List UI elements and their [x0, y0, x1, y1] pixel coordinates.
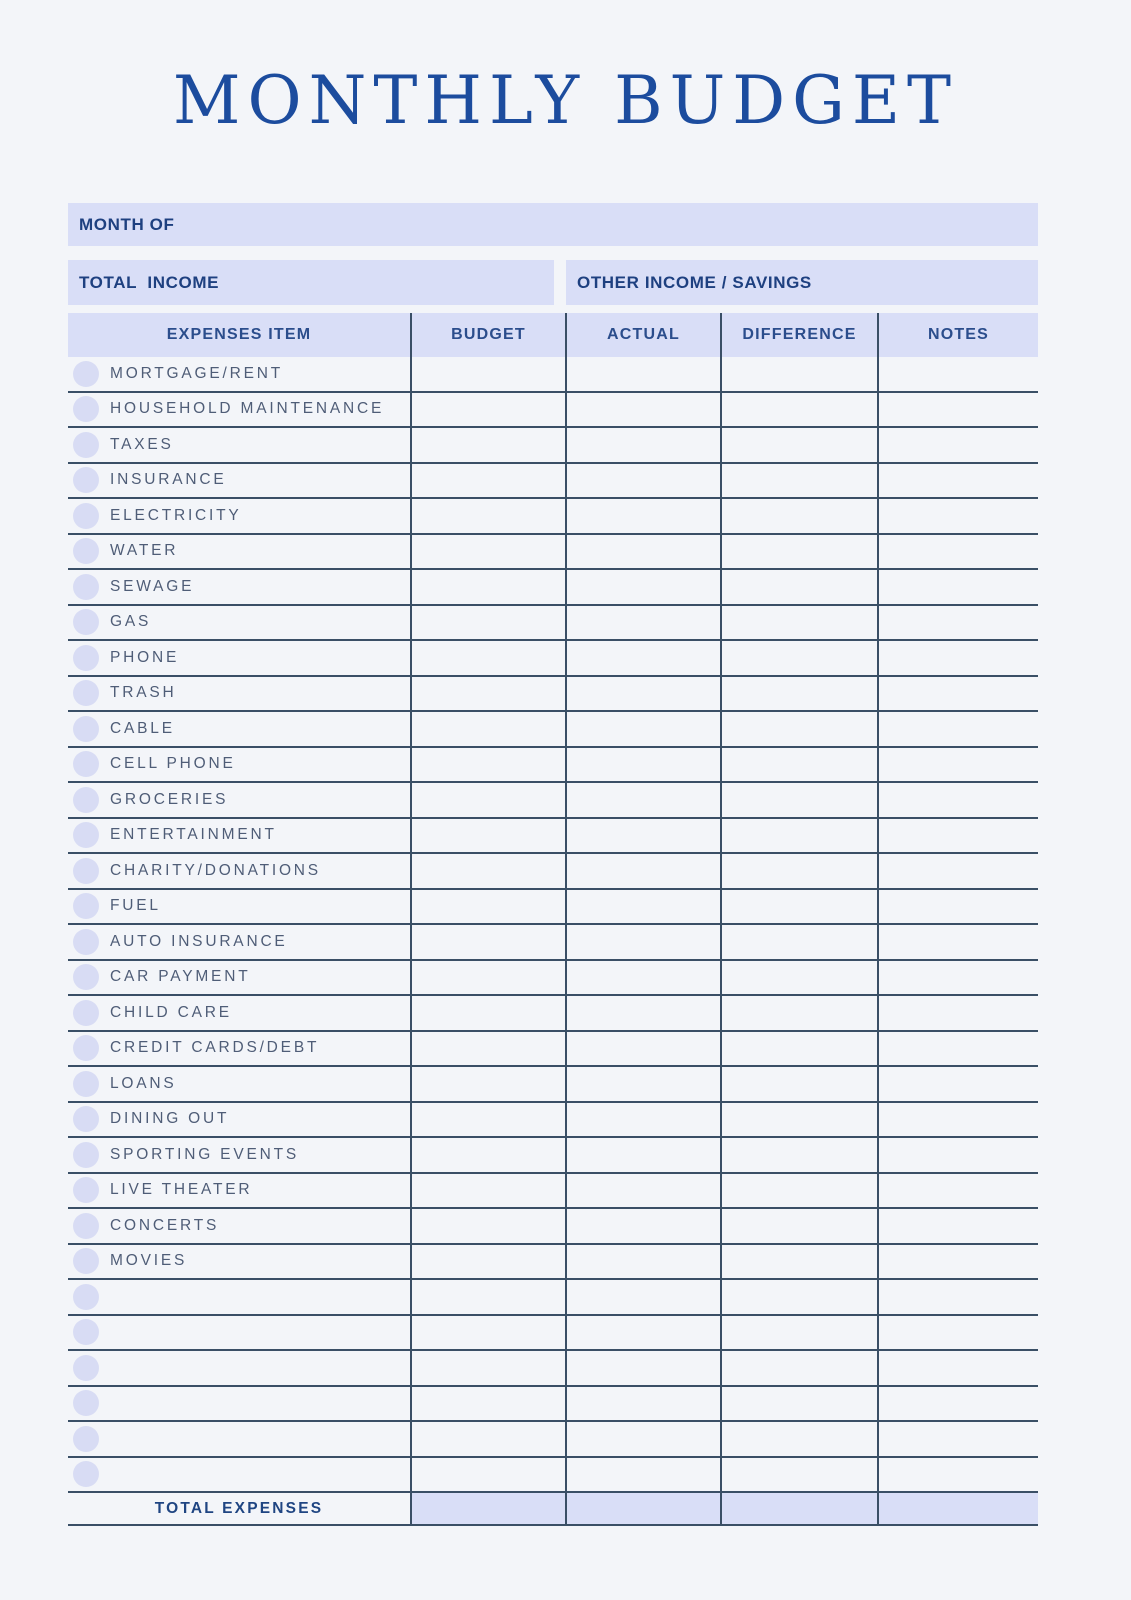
difference-cell[interactable]	[720, 783, 877, 817]
bullet-icon	[73, 1461, 99, 1487]
actual-cell[interactable]	[565, 854, 720, 888]
budget-cell[interactable]	[410, 748, 565, 782]
budget-cell[interactable]	[410, 854, 565, 888]
actual-cell[interactable]	[565, 1422, 720, 1456]
budget-cell[interactable]	[410, 641, 565, 675]
expense-item-cell	[68, 712, 410, 746]
table-row	[68, 819, 1038, 855]
expense-item-label: CELL PHONE	[110, 755, 236, 773]
notes-cell[interactable]	[877, 1138, 1038, 1172]
budget-cell[interactable]	[410, 1209, 565, 1243]
actual-cell[interactable]	[565, 996, 720, 1030]
budget-cell[interactable]	[410, 1138, 565, 1172]
budget-cell[interactable]	[410, 1280, 565, 1314]
notes-cell[interactable]	[877, 748, 1038, 782]
expense-item-cell[interactable]	[68, 1422, 410, 1456]
other-income-savings-field[interactable]	[566, 260, 1038, 305]
table-row	[68, 1174, 1038, 1210]
actual-cell[interactable]	[565, 1174, 720, 1208]
budget-cell[interactable]	[410, 570, 565, 604]
expense-item-cell	[68, 393, 410, 427]
notes-cell[interactable]	[877, 1458, 1038, 1492]
expense-item-label: ENTERTAINMENT	[110, 826, 277, 844]
expense-item-cell	[68, 1067, 410, 1101]
actual-cell[interactable]	[565, 890, 720, 924]
budget-cell[interactable]	[410, 819, 565, 853]
bullet-icon	[73, 1284, 99, 1310]
table-row	[68, 677, 1038, 713]
bullet-icon	[73, 1390, 99, 1416]
expense-item-cell	[68, 961, 410, 995]
table-row	[68, 783, 1038, 819]
expense-item-cell	[68, 1103, 410, 1137]
actual-cell[interactable]	[565, 961, 720, 995]
notes-cell[interactable]	[877, 1422, 1038, 1456]
notes-cell[interactable]	[877, 961, 1038, 995]
expense-item-label: CHILD CARE	[110, 1003, 232, 1021]
actual-cell[interactable]	[565, 748, 720, 782]
difference-cell[interactable]	[720, 1422, 877, 1456]
budget-cell[interactable]	[410, 1174, 565, 1208]
bullet-icon	[73, 432, 99, 458]
notes-cell[interactable]	[877, 606, 1038, 640]
expense-item-cell	[68, 1209, 410, 1243]
table-row	[68, 464, 1038, 500]
table-row	[68, 1245, 1038, 1281]
expense-item-label: TRASH	[110, 684, 177, 702]
bullet-icon	[73, 822, 99, 848]
total-notes-cell[interactable]	[877, 1493, 1038, 1524]
bullet-icon	[73, 1142, 99, 1168]
difference-cell[interactable]	[720, 854, 877, 888]
notes-cell[interactable]	[877, 499, 1038, 533]
total-expenses-label-cell	[68, 1493, 410, 1524]
difference-cell[interactable]	[720, 464, 877, 498]
table-row-empty	[68, 1387, 1038, 1423]
bullet-icon	[73, 929, 99, 955]
notes-cell[interactable]	[877, 1387, 1038, 1421]
budget-cell[interactable]	[410, 996, 565, 1030]
expense-item-cell	[68, 606, 410, 640]
difference-cell[interactable]	[720, 890, 877, 924]
difference-cell[interactable]	[720, 1103, 877, 1137]
budget-cell[interactable]	[410, 1103, 565, 1137]
notes-cell[interactable]	[877, 464, 1038, 498]
actual-cell[interactable]	[565, 1245, 720, 1279]
actual-cell[interactable]	[565, 570, 720, 604]
expense-item-label: LIVE THEATER	[110, 1181, 253, 1199]
difference-cell[interactable]	[720, 428, 877, 462]
expense-item-cell	[68, 854, 410, 888]
total-expenses-label: TOTAL EXPENSES	[154, 1499, 324, 1517]
difference-cell[interactable]	[720, 606, 877, 640]
difference-cell[interactable]	[720, 499, 877, 533]
expense-item-cell	[68, 570, 410, 604]
bullet-icon	[73, 1035, 99, 1061]
actual-cell[interactable]	[565, 1138, 720, 1172]
notes-cell[interactable]	[877, 393, 1038, 427]
budget-cell[interactable]	[410, 1422, 565, 1456]
table-body	[68, 357, 1038, 1493]
budget-cell[interactable]	[410, 499, 565, 533]
table-row	[68, 1103, 1038, 1139]
actual-cell[interactable]	[565, 1280, 720, 1314]
table-row	[68, 712, 1038, 748]
actual-cell[interactable]	[565, 535, 720, 569]
budget-cell[interactable]	[410, 712, 565, 746]
difference-cell[interactable]	[720, 1174, 877, 1208]
bullet-icon	[73, 361, 99, 387]
table-row-empty	[68, 1458, 1038, 1494]
table-row	[68, 357, 1038, 393]
table-row	[68, 606, 1038, 642]
table-row	[68, 641, 1038, 677]
bullet-icon	[73, 1177, 99, 1203]
table-row	[68, 1067, 1038, 1103]
difference-cell[interactable]	[720, 570, 877, 604]
expense-item-label: TAXES	[110, 435, 174, 453]
table-header-row	[68, 313, 1038, 357]
expense-item-label: MORTGAGE/RENT	[110, 364, 284, 382]
notes-cell[interactable]	[877, 925, 1038, 959]
difference-cell[interactable]	[720, 535, 877, 569]
table-row	[68, 570, 1038, 606]
difference-cell[interactable]	[720, 357, 877, 391]
table-row	[68, 748, 1038, 784]
table-row	[68, 1032, 1038, 1068]
actual-cell[interactable]	[565, 1387, 720, 1421]
budget-cell[interactable]	[410, 1351, 565, 1385]
table-row	[68, 854, 1038, 890]
table-row-empty	[68, 1422, 1038, 1458]
header-expenses-item: EXPENSES ITEM	[166, 326, 312, 343]
notes-cell[interactable]	[877, 854, 1038, 888]
expense-item-label: CREDIT CARDS/DEBT	[110, 1039, 320, 1057]
notes-cell[interactable]	[877, 1280, 1038, 1314]
difference-cell[interactable]	[720, 996, 877, 1030]
expense-item-cell	[68, 499, 410, 533]
difference-cell[interactable]	[720, 925, 877, 959]
expense-item-label: SPORTING EVENTS	[110, 1145, 299, 1163]
actual-cell[interactable]	[565, 464, 720, 498]
actual-cell[interactable]	[565, 925, 720, 959]
header-notes: NOTES	[877, 313, 1038, 357]
expense-item-label: CAR PAYMENT	[110, 968, 251, 986]
budget-cell[interactable]	[410, 535, 565, 569]
difference-cell[interactable]	[720, 1316, 877, 1350]
budget-cell[interactable]	[410, 1387, 565, 1421]
expense-item-label: DINING OUT	[110, 1110, 230, 1128]
actual-cell[interactable]	[565, 1067, 720, 1101]
notes-cell[interactable]	[877, 570, 1038, 604]
actual-cell[interactable]	[565, 1351, 720, 1385]
budget-cell[interactable]	[410, 1245, 565, 1279]
table-row-empty	[68, 1351, 1038, 1387]
difference-cell[interactable]	[720, 1032, 877, 1066]
bullet-icon	[73, 680, 99, 706]
expense-item-cell[interactable]	[68, 1280, 410, 1314]
expense-item-cell	[68, 890, 410, 924]
expense-item-label: SEWAGE	[110, 577, 195, 595]
expense-item-cell	[68, 428, 410, 462]
expense-item-cell	[68, 464, 410, 498]
expense-item-label: MOVIES	[110, 1252, 188, 1270]
bullet-icon	[73, 645, 99, 671]
table-row	[68, 996, 1038, 1032]
bullet-icon	[73, 1248, 99, 1274]
other-income-savings-label: OTHER INCOME / SAVINGS	[577, 272, 812, 292]
difference-cell[interactable]	[720, 1351, 877, 1385]
budget-cell[interactable]	[410, 357, 565, 391]
actual-cell[interactable]	[565, 819, 720, 853]
actual-cell[interactable]	[565, 677, 720, 711]
header-difference: DIFFERENCE	[720, 313, 877, 357]
bullet-icon	[73, 503, 99, 529]
notes-cell[interactable]	[877, 783, 1038, 817]
budget-cell[interactable]	[410, 961, 565, 995]
notes-cell[interactable]	[877, 1067, 1038, 1101]
budget-cell[interactable]	[410, 1067, 565, 1101]
expense-item-label: CONCERTS	[110, 1216, 220, 1234]
bullet-icon	[73, 538, 99, 564]
bullet-icon	[73, 396, 99, 422]
budget-cell[interactable]	[410, 1032, 565, 1066]
bullet-icon	[73, 893, 99, 919]
bullet-icon	[73, 751, 99, 777]
difference-cell[interactable]	[720, 1209, 877, 1243]
total-income-field[interactable]	[68, 260, 554, 305]
notes-cell[interactable]	[877, 428, 1038, 462]
table-row	[68, 890, 1038, 926]
expense-item-cell	[68, 357, 410, 391]
actual-cell[interactable]	[565, 641, 720, 675]
budget-cell[interactable]	[410, 464, 565, 498]
expense-item-label: GROCERIES	[110, 790, 229, 808]
actual-cell[interactable]	[565, 1458, 720, 1492]
page-title: MONTHLY BUDGET	[172, 62, 959, 139]
difference-cell[interactable]	[720, 712, 877, 746]
header-budget: BUDGET	[410, 313, 565, 357]
notes-cell[interactable]	[877, 819, 1038, 853]
expense-item-label: CABLE	[110, 719, 175, 737]
expense-item-cell[interactable]	[68, 1351, 410, 1385]
notes-cell[interactable]	[877, 1245, 1038, 1279]
expense-item-label: CHARITY/DONATIONS	[110, 861, 321, 879]
notes-cell[interactable]	[877, 1032, 1038, 1066]
expense-item-cell	[68, 1138, 410, 1172]
actual-cell[interactable]	[565, 499, 720, 533]
actual-cell[interactable]	[565, 1209, 720, 1243]
expense-item-cell	[68, 783, 410, 817]
table-row-empty	[68, 1316, 1038, 1352]
difference-cell[interactable]	[720, 393, 877, 427]
expense-item-label: WATER	[110, 542, 179, 560]
budget-cell[interactable]	[410, 428, 565, 462]
table-row	[68, 428, 1038, 464]
actual-cell[interactable]	[565, 393, 720, 427]
budget-cell[interactable]	[410, 393, 565, 427]
total-actual-cell[interactable]	[565, 1493, 720, 1524]
notes-cell[interactable]	[877, 890, 1038, 924]
budget-cell[interactable]	[410, 1316, 565, 1350]
expense-item-label: INSURANCE	[110, 471, 227, 489]
table-row-empty	[68, 1280, 1038, 1316]
expense-item-cell[interactable]	[68, 1387, 410, 1421]
difference-cell[interactable]	[720, 819, 877, 853]
bullet-icon	[73, 1319, 99, 1345]
actual-cell[interactable]	[565, 606, 720, 640]
notes-cell[interactable]	[877, 712, 1038, 746]
expense-item-label: GAS	[110, 613, 152, 631]
expense-item-cell	[68, 748, 410, 782]
expenses-table	[68, 313, 1038, 1526]
expense-item-cell[interactable]	[68, 1316, 410, 1350]
actual-cell[interactable]	[565, 712, 720, 746]
expense-item-cell[interactable]	[68, 1458, 410, 1492]
notes-cell[interactable]	[877, 1174, 1038, 1208]
actual-cell[interactable]	[565, 783, 720, 817]
month-of-label: MONTH OF	[79, 214, 175, 234]
bullet-icon	[73, 858, 99, 884]
actual-cell[interactable]	[565, 1032, 720, 1066]
expense-item-label: ELECTRICITY	[110, 506, 242, 524]
expense-item-label: FUEL	[110, 897, 161, 915]
table-row	[68, 925, 1038, 961]
expense-item-cell	[68, 535, 410, 569]
budget-cell[interactable]	[410, 606, 565, 640]
expense-item-label: AUTO INSURANCE	[110, 932, 288, 950]
budget-cell[interactable]	[410, 925, 565, 959]
expense-item-label: HOUSEHOLD MAINTENANCE	[110, 400, 385, 418]
notes-cell[interactable]	[877, 1103, 1038, 1137]
bullet-icon	[73, 467, 99, 493]
difference-cell[interactable]	[720, 1245, 877, 1279]
difference-cell[interactable]	[720, 1280, 877, 1314]
expense-item-cell	[68, 641, 410, 675]
expense-item-cell	[68, 1174, 410, 1208]
expense-item-cell	[68, 1245, 410, 1279]
difference-cell[interactable]	[720, 1458, 877, 1492]
difference-cell[interactable]	[720, 961, 877, 995]
notes-cell[interactable]	[877, 641, 1038, 675]
expense-item-label: LOANS	[110, 1074, 177, 1092]
difference-cell[interactable]	[720, 1387, 877, 1421]
bullet-icon	[73, 609, 99, 635]
table-row	[68, 535, 1038, 571]
difference-cell[interactable]	[720, 1067, 877, 1101]
expense-item-cell	[68, 819, 410, 853]
notes-cell[interactable]	[877, 1316, 1038, 1350]
notes-cell[interactable]	[877, 1351, 1038, 1385]
bullet-icon	[73, 1355, 99, 1381]
table-row	[68, 1138, 1038, 1174]
expense-item-cell	[68, 996, 410, 1030]
total-income-label: TOTAL INCOME	[79, 272, 220, 292]
expense-item-cell	[68, 925, 410, 959]
notes-cell[interactable]	[877, 357, 1038, 391]
difference-cell[interactable]	[720, 1138, 877, 1172]
expense-item-cell	[68, 1032, 410, 1066]
bullet-icon	[73, 1426, 99, 1452]
budget-cell[interactable]	[410, 890, 565, 924]
difference-cell[interactable]	[720, 677, 877, 711]
budget-cell[interactable]	[410, 677, 565, 711]
month-of-field[interactable]	[68, 203, 1038, 246]
total-budget-cell[interactable]	[410, 1493, 565, 1524]
expense-item-cell	[68, 677, 410, 711]
actual-cell[interactable]	[565, 1103, 720, 1137]
expense-item-label: PHONE	[110, 648, 180, 666]
budget-cell[interactable]	[410, 1458, 565, 1492]
header-actual: ACTUAL	[565, 313, 720, 357]
actual-cell[interactable]	[565, 1316, 720, 1350]
bullet-icon	[73, 1071, 99, 1097]
table-row	[68, 961, 1038, 997]
bullet-icon	[73, 787, 99, 813]
difference-cell[interactable]	[720, 748, 877, 782]
notes-cell[interactable]	[877, 535, 1038, 569]
budget-cell[interactable]	[410, 783, 565, 817]
notes-cell[interactable]	[877, 996, 1038, 1030]
difference-cell[interactable]	[720, 641, 877, 675]
bullet-icon	[73, 1213, 99, 1239]
table-row	[68, 393, 1038, 429]
notes-cell[interactable]	[877, 677, 1038, 711]
bullet-icon	[73, 716, 99, 742]
table-row	[68, 1209, 1038, 1245]
bullet-icon	[73, 1106, 99, 1132]
bullet-icon	[73, 1000, 99, 1026]
bullet-icon	[73, 964, 99, 990]
notes-cell[interactable]	[877, 1209, 1038, 1243]
table-row	[68, 499, 1038, 535]
bullet-icon	[73, 574, 99, 600]
total-expenses-row	[68, 1493, 1038, 1526]
actual-cell[interactable]	[565, 357, 720, 391]
total-difference-cell[interactable]	[720, 1493, 877, 1524]
actual-cell[interactable]	[565, 428, 720, 462]
